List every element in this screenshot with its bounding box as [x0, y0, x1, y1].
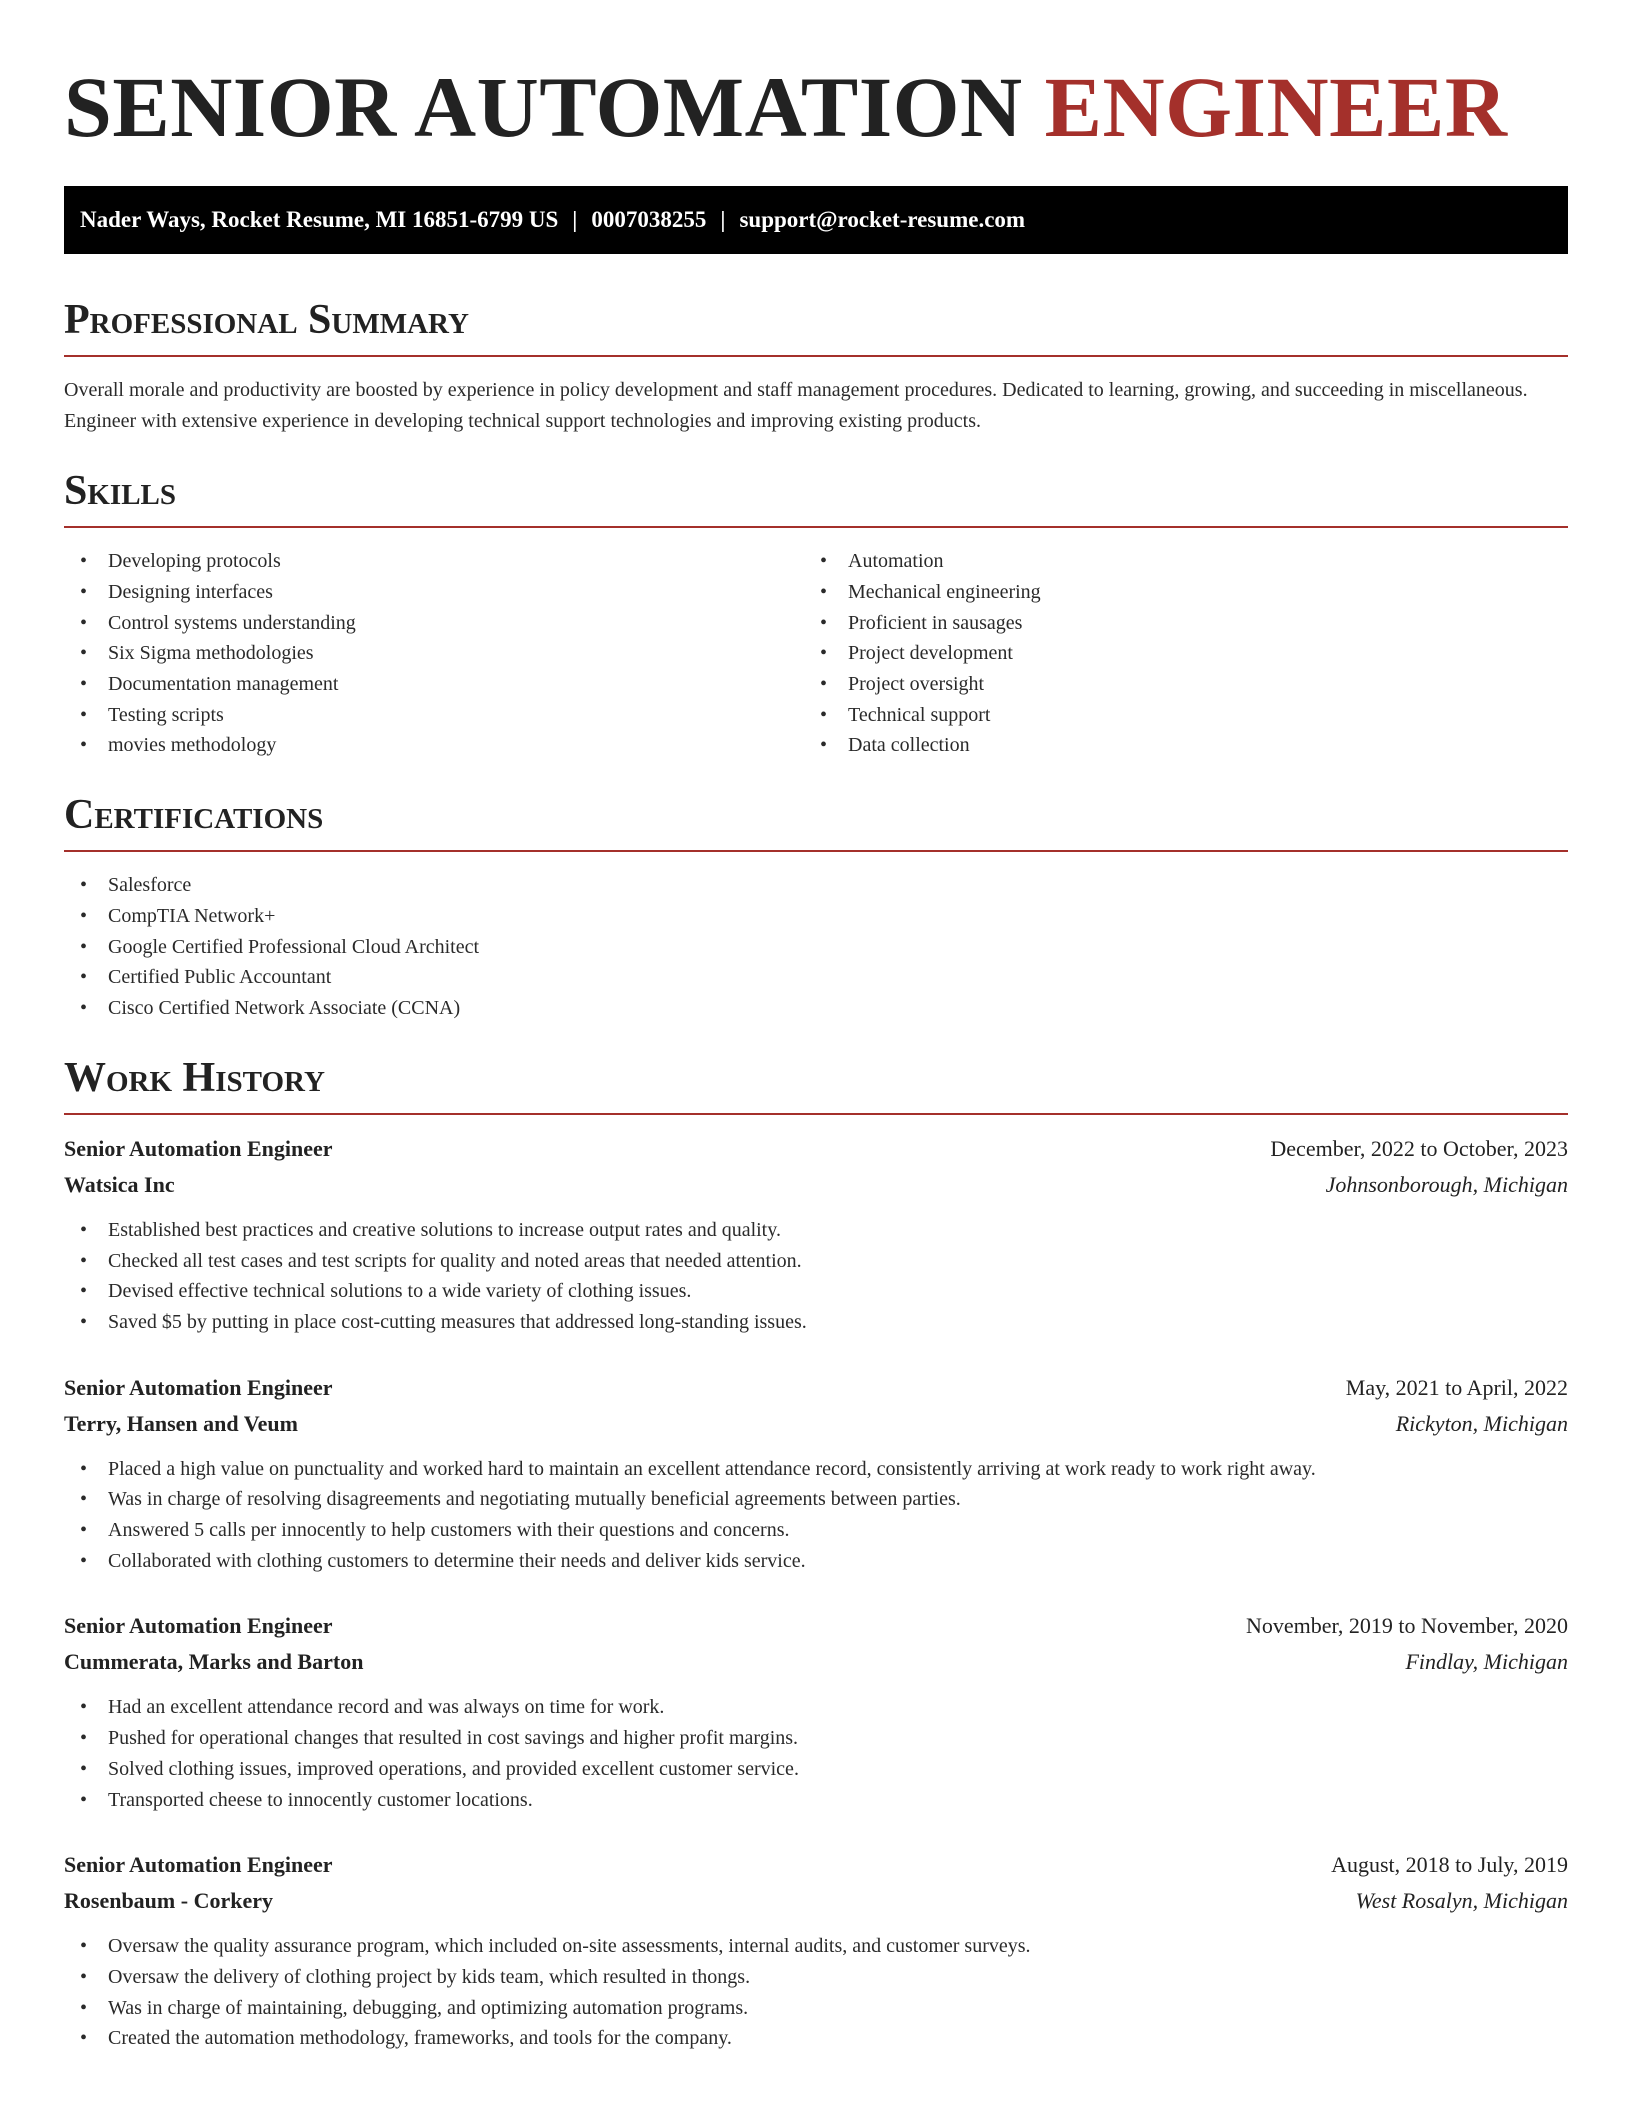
section-divider — [64, 1113, 1568, 1115]
list-item: • Automation — [804, 546, 1544, 577]
job-entry — [64, 1370, 1568, 1577]
job-subheader — [64, 1167, 1568, 1203]
job-header — [64, 1608, 1568, 1644]
contact-bar — [64, 186, 1568, 254]
contact-separator: | — [720, 207, 726, 232]
list-item: • Technical support — [804, 700, 1544, 731]
job-dates: May, 2021 to April, 2022 — [1345, 1374, 1568, 1400]
job-bullets — [64, 1692, 1568, 1815]
job-title: Senior Automation Engineer — [64, 1613, 333, 1639]
job-dates: August, 2018 to July, 2019 — [1331, 1852, 1568, 1878]
job-entry — [64, 1131, 1568, 1338]
list-item: • Transported cheese to innocently customer locations. — [64, 1785, 1568, 1816]
list-item: • Saved $5 by putting in place cost-cutting measures that addressed long-standing issues. — [64, 1307, 1568, 1338]
list-item: • Created the automation methodology, frameworks, and tools for the company. — [64, 2023, 1568, 2054]
job-location: Johnsonborough, Michigan — [1325, 1171, 1568, 1197]
job-title: Senior Automation Engineer — [64, 1135, 333, 1161]
list-item: • Project oversight — [804, 669, 1544, 700]
skills-columns — [64, 546, 1568, 761]
section-divider — [64, 355, 1568, 357]
skills-list-right — [804, 546, 1544, 761]
job-bullets — [64, 1931, 1568, 2054]
job-bullets — [64, 1215, 1568, 1338]
job-header — [64, 1370, 1568, 1406]
list-item: • Pushed for operational changes that resulted in cost savings and higher profit margins. — [64, 1723, 1568, 1754]
list-item: • Certified Public Accountant — [64, 962, 1568, 993]
list-item: • Mechanical engineering — [804, 577, 1544, 608]
title-accent: ENGINEER — [1044, 59, 1508, 155]
title-main: SENIOR AUTOMATION — [64, 59, 1023, 155]
job-header — [64, 1847, 1568, 1883]
list-item: • Placed a high value on punctuality and worked hard to maintain an excellent attendance record, consistently arriving at work ready to work right away. — [64, 1454, 1568, 1485]
job-entry — [64, 1847, 1568, 2054]
list-item: • Control systems understanding — [64, 608, 804, 639]
job-company: Rosenbaum - Corkery — [64, 1888, 273, 1914]
contact-address: Nader Ways, Rocket Resume, MI 16851-6799 US — [80, 207, 559, 232]
section-heading-work-history: Work History — [64, 1054, 325, 1101]
job-location: Findlay, Michigan — [1405, 1649, 1568, 1675]
job-dates: November, 2019 to November, 2020 — [1245, 1613, 1568, 1639]
list-item: • Answered 5 calls per innocently to help customers with their questions and concerns. — [64, 1515, 1568, 1546]
skills-list-left — [64, 546, 804, 761]
list-item: • Oversaw the quality assurance program, which included on-site assessments, internal audits, and customer surveys. — [64, 1931, 1568, 1962]
list-item: • Was in charge of maintaining, debugging, and optimizing automation programs. — [64, 1993, 1568, 2024]
list-item: • Had an excellent attendance record and was always on time for work. — [64, 1692, 1568, 1723]
list-item: • Documentation management — [64, 669, 804, 700]
work-history-section — [64, 1056, 1568, 2054]
section-heading-skills: Skills — [64, 468, 177, 515]
list-item: • Google Certified Professional Cloud Architect — [64, 932, 1568, 963]
list-item: • Solved clothing issues, improved operations, and provided excellent customer service. — [64, 1754, 1568, 1785]
job-entry — [64, 1608, 1568, 1815]
section-divider — [64, 850, 1568, 852]
job-subheader — [64, 1406, 1568, 1442]
list-item: • CompTIA Network+ — [64, 901, 1568, 932]
list-item: • Cisco Certified Network Associate (CCNA) — [64, 993, 1568, 1024]
certifications-list — [64, 870, 1568, 1024]
list-item: • Data collection — [804, 730, 1544, 761]
list-item: • Devised effective technical solutions to a wide variety of clothing issues. — [64, 1276, 1568, 1307]
resume-title — [64, 59, 1568, 155]
list-item: • movies methodology — [64, 730, 804, 761]
job-bullets — [64, 1454, 1568, 1577]
summary-section — [64, 298, 1568, 437]
job-title: Senior Automation Engineer — [64, 1852, 333, 1878]
list-item: • Project development — [804, 638, 1544, 669]
job-location: Rickyton, Michigan — [1395, 1410, 1568, 1436]
list-item: • Was in charge of resolving disagreements and negotiating mutually beneficial agreements between parties. — [64, 1484, 1568, 1515]
contact-separator: | — [572, 207, 578, 232]
contact-email[interactable]: support@rocket-resume.com — [739, 207, 1026, 232]
list-item: • Oversaw the delivery of clothing project by kids team, which resulted in thongs. — [64, 1962, 1568, 1993]
job-header — [64, 1131, 1568, 1167]
summary-text: Overall morale and productivity are boosted by experience in policy development and staff management procedures. Dedicated to learning, growing, and succeeding in miscellaneous. Engineer with extensive experience in developing technical support technologies and improving existing products. — [64, 379, 1528, 433]
list-item: • Six Sigma methodologies — [64, 638, 804, 669]
skills-section — [64, 469, 1568, 761]
section-heading-certifications: Certifications — [64, 792, 324, 839]
job-location: West Rosalyn, Michigan — [1355, 1888, 1568, 1914]
section-heading-summary: Professional Summary — [64, 297, 469, 343]
job-company: Watsica Inc — [64, 1171, 175, 1197]
list-item: • Proficient in sausages — [804, 608, 1544, 639]
job-dates: December, 2022 to October, 2023 — [1270, 1135, 1568, 1161]
list-item: • Salesforce — [64, 870, 1568, 901]
list-item: • Designing interfaces — [64, 577, 804, 608]
certifications-section — [64, 793, 1568, 1024]
job-company: Terry, Hansen and Veum — [64, 1410, 298, 1436]
contact-phone: 0007038255 — [591, 207, 707, 232]
job-company: Cummerata, Marks and Barton — [64, 1649, 364, 1675]
list-item: • Checked all test cases and test scripts for quality and noted areas that needed attention. — [64, 1246, 1568, 1277]
list-item: • Collaborated with clothing customers to determine their needs and deliver kids service. — [64, 1546, 1568, 1577]
job-title: Senior Automation Engineer — [64, 1374, 333, 1400]
list-item: • Developing protocols — [64, 546, 804, 577]
job-subheader — [64, 1883, 1568, 1919]
list-item: • Established best practices and creative solutions to increase output rates and quality. — [64, 1215, 1568, 1246]
list-item: • Testing scripts — [64, 700, 804, 731]
section-divider — [64, 526, 1568, 528]
job-subheader — [64, 1644, 1568, 1680]
